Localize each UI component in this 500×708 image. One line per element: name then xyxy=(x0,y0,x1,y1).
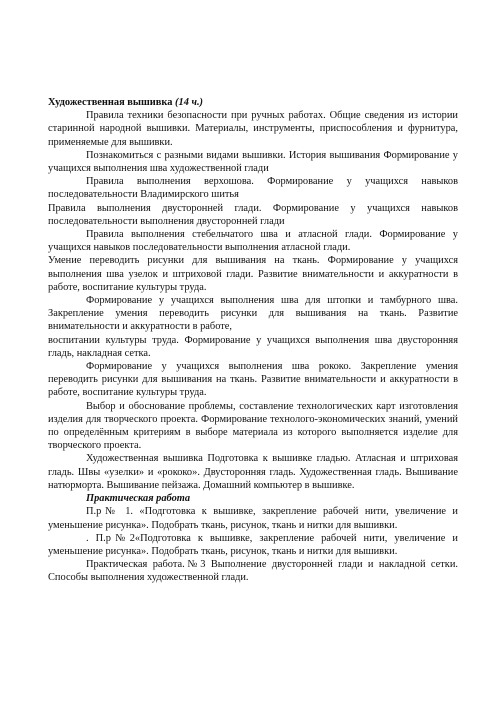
practical-item: Практическая работа.№3 Выполнение двусторонней глади и накладной сетки. Способы выполнения художественной глади. xyxy=(48,559,458,584)
paragraph: Познакомиться с разными видами вышивки. История вышивания Формирование у учащихся выполнения шва художественной глади xyxy=(48,149,458,175)
practical-work-heading: Практическая работа xyxy=(86,493,191,505)
paragraph: Правила техники безопасности при ручных работах. Общие сведения из истории старинной народной вышивки. Материалы, инструменты, приспособления и фурнитура, применяемые для вышивки. xyxy=(48,110,458,148)
paragraph: Выбор и обоснование проблемы, составление технологических карт изготовления изделия для творческого проекта. Формирование технолого-экономических знаний, умений по определённым критериям в выборе материала из которого выполняется изделие для творческого проекта. xyxy=(48,400,458,452)
section-title: Художественная вышивка xyxy=(48,97,173,108)
practical-item: . П.р№2«Подготовка к вышивке, закрепление рабочей нити, увеличение и уменьшение рисунка». Подобрать ткань, рисунок, ткань и нитки для вышивки. xyxy=(48,532,458,557)
practical-item: П.р№ 1. «Подготовка к вышивке, закрепление рабочей нити, увеличение и уменьшение рисунка». Подобрать ткань, рисунок, ткань и нитки для вышивки. xyxy=(48,506,458,531)
paragraph: Умение переводить рисунки для вышивания на ткань. Формирование у учащихся выполнения шва узелок и штриховой глади. Развитие внимательности и аккуратности в работе, воспитание культуры труда. xyxy=(48,255,458,293)
paragraph: Формирование у учащихся выполнения шва для штопки и тамбурного шва. Закрепление умения переводить рисунки для вышивания на ткань. Развитие внимательности и аккуратности в работе, xyxy=(48,295,458,333)
paragraph: Формирование у учащихся выполнения шва рококо. Закрепление умения переводить рисунки для вышивания на ткань. Развитие внимательности и аккуратности в работе, воспитание культуры труда. xyxy=(48,361,458,399)
paragraph: Правила выполнения двусторонней глади. Формирование у учащихся навыков последовательности выполнения двусторонней глади xyxy=(48,202,458,227)
paragraph: воспитании культуры труда. Формирование у учащихся выполнения шва двусторонняя гладь, накладная сетка. xyxy=(48,334,458,359)
document-body xyxy=(48,96,458,585)
paragraph: Художественная вышивка Подготовка к вышивке гладью. Атласная и штриховая гладь. Швы «узелки» и «рококо». Двусторонняя гладь. Художественная гладь. Вышивание натюрморта. Вышивание пейзажа. Домашний компьютер в вышивке. xyxy=(48,453,458,491)
section-heading xyxy=(48,96,458,109)
paragraph: Правила выполнения стебельчатого шва и атласной глади. Формирование у учащихся навыков последовательности выполнения атласной глади. xyxy=(48,229,458,254)
section-hours: (14 ч.) xyxy=(175,97,204,108)
paragraph: Правила выполнения верхошова. Формирование у учащихся навыков последовательности Владимирского шитья xyxy=(48,176,458,201)
